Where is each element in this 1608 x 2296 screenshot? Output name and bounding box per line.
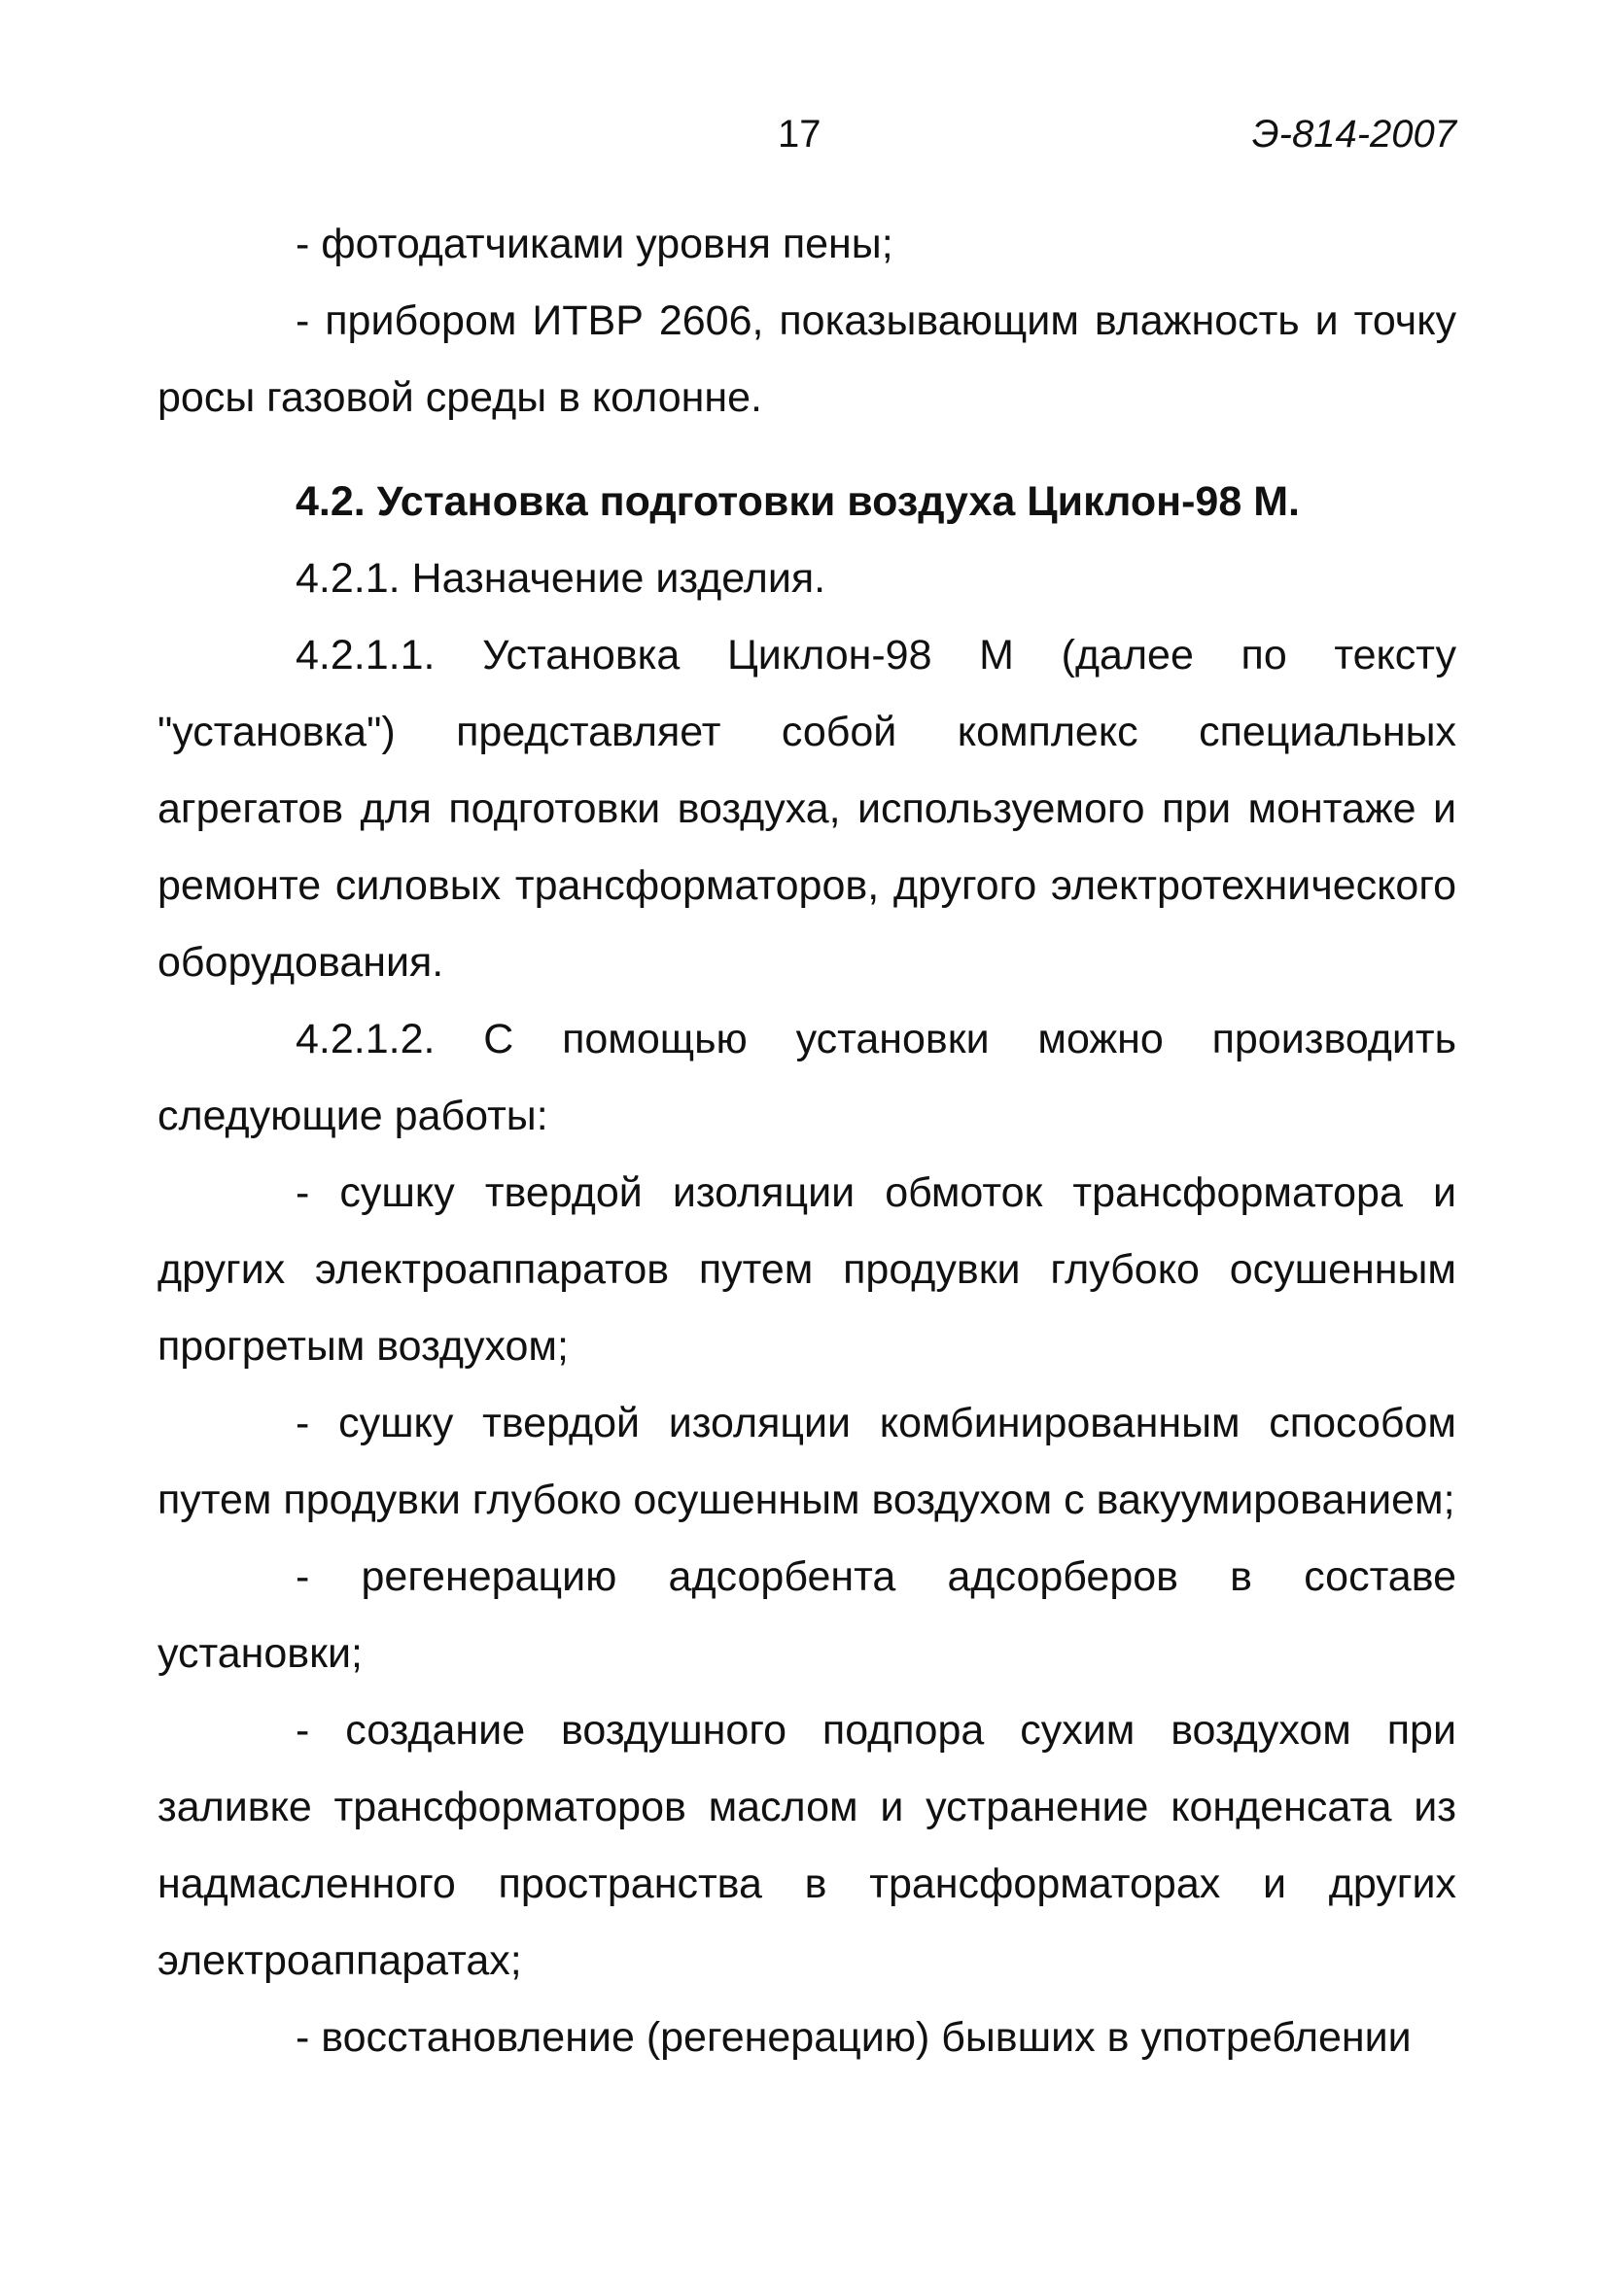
- section-heading: 4.2. Установка подготовки воздуха Циклон-98 М.: [296, 478, 1300, 525]
- list-item: - регенерацию адсорбента адсорберов в составе установки;: [157, 1553, 1456, 1677]
- list-item: - восстановление (регенерацию) бывших в употреблении: [296, 2014, 1412, 2061]
- list-item: - сушку твердой изоляции комбинированным способом путем продувки глубоко осушенным воздухом с вакуумированием;: [157, 1400, 1456, 1523]
- document-code: Э-814-2007: [1251, 113, 1456, 156]
- list-item: - сушку твердой изоляции обмоток трансформатора и других электроаппаратов путем продувки глубоко осушенным прогретым воздухом;: [157, 1169, 1456, 1370]
- subsection-heading: 4.2.1. Назначение изделия.: [296, 555, 826, 602]
- paragraph: 4.2.1.1. Установка Циклон-98 М (далее по тексту "установка") представляет собой комплекс специальных агрегатов для подготовки воздуха, используемого при монтаже и ремонте силовых трансформаторов, другого электротехнического оборудования.: [157, 632, 1456, 986]
- paragraph: 4.2.1.2. С помощью установки можно производить следующие работы:: [157, 1016, 1456, 1139]
- list-item: - фотодатчиками уровня пены;: [296, 221, 893, 267]
- body-text: [157, 206, 1456, 2076]
- page-header: [0, 105, 1608, 163]
- page-number: 17: [778, 113, 821, 156]
- list-item: - прибором ИТВР 2606, показывающим влажность и точку росы газовой среды в колонне.: [157, 297, 1456, 421]
- list-item: - создание воздушного подпора сухим воздухом при заливке трансформаторов маслом и устранение конденсата из надмасленного пространства в трансформаторах и других электроаппаратах;: [157, 1707, 1456, 1984]
